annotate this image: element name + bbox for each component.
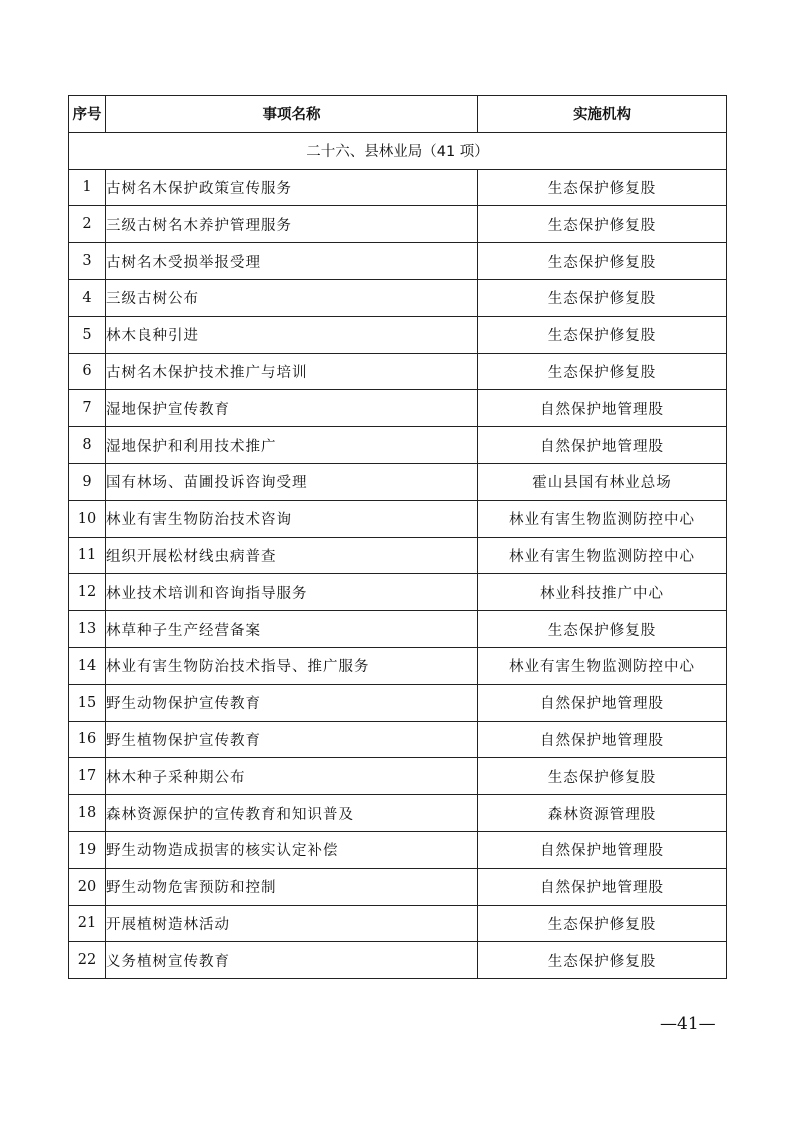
row-serial-number: 5: [69, 316, 106, 353]
row-item-name: 组织开展松材线虫病普查: [106, 537, 478, 574]
row-implementing-agency: 森林资源管理股: [478, 795, 727, 832]
row-implementing-agency: 生态保护修复股: [478, 243, 727, 280]
row-serial-number: 13: [69, 611, 106, 648]
row-implementing-agency: 自然保护地管理股: [478, 721, 727, 758]
row-serial-number: 22: [69, 942, 106, 979]
table-row: [69, 353, 727, 390]
row-implementing-agency: 林业科技推广中心: [478, 574, 727, 611]
row-serial-number: 1: [69, 169, 106, 206]
row-implementing-agency: 林业有害生物监测防控中心: [478, 537, 727, 574]
row-item-name: 古树名木保护政策宣传服务: [106, 169, 478, 206]
row-item-name: 林木种子采种期公布: [106, 758, 478, 795]
row-implementing-agency: 生态保护修复股: [478, 316, 727, 353]
table-row: [69, 463, 727, 500]
table-row: [69, 758, 727, 795]
row-serial-number: 8: [69, 427, 106, 464]
row-implementing-agency: 生态保护修复股: [478, 206, 727, 243]
row-implementing-agency: 自然保护地管理股: [478, 868, 727, 905]
row-item-name: 野生动物保护宣传教育: [106, 684, 478, 721]
row-serial-number: 15: [69, 684, 106, 721]
row-item-name: 开展植树造林活动: [106, 905, 478, 942]
row-item-name: 古树名木保护技术推广与培训: [106, 353, 478, 390]
header-implementing-agency: 实施机构: [478, 96, 727, 133]
row-item-name: 林业有害生物防治技术指导、推广服务: [106, 647, 478, 684]
row-implementing-agency: 自然保护地管理股: [478, 427, 727, 464]
row-serial-number: 18: [69, 795, 106, 832]
table-row: [69, 611, 727, 648]
row-implementing-agency: 林业有害生物监测防控中心: [478, 647, 727, 684]
items-table: [68, 95, 727, 979]
row-serial-number: 10: [69, 500, 106, 537]
header-item-name: 事项名称: [106, 96, 478, 133]
table-row: [69, 279, 727, 316]
table-row: [69, 721, 727, 758]
row-item-name: 野生植物保护宣传教育: [106, 721, 478, 758]
table-row: [69, 206, 727, 243]
row-item-name: 野生动物造成损害的核实认定补偿: [106, 831, 478, 868]
row-serial-number: 17: [69, 758, 106, 795]
section-title: 二十六、县林业局（41 项）: [69, 132, 727, 169]
row-implementing-agency: 霍山县国有林业总场: [478, 463, 727, 500]
table-row: [69, 243, 727, 280]
table-row: [69, 942, 727, 979]
row-serial-number: 9: [69, 463, 106, 500]
row-item-name: 三级古树公布: [106, 279, 478, 316]
row-implementing-agency: 生态保护修复股: [478, 353, 727, 390]
table-row: [69, 316, 727, 353]
row-serial-number: 6: [69, 353, 106, 390]
row-item-name: 森林资源保护的宣传教育和知识普及: [106, 795, 478, 832]
row-serial-number: 2: [69, 206, 106, 243]
table-row: [69, 868, 727, 905]
row-item-name: 三级古树名木养护管理服务: [106, 206, 478, 243]
row-serial-number: 21: [69, 905, 106, 942]
row-item-name: 义务植树宣传教育: [106, 942, 478, 979]
table-row: [69, 831, 727, 868]
row-item-name: 林木良种引进: [106, 316, 478, 353]
table-row: [69, 574, 727, 611]
table-row: [69, 390, 727, 427]
row-serial-number: 7: [69, 390, 106, 427]
table-row: [69, 795, 727, 832]
row-serial-number: 11: [69, 537, 106, 574]
row-item-name: 林业有害生物防治技术咨询: [106, 500, 478, 537]
row-serial-number: 14: [69, 647, 106, 684]
page-number: —41—: [660, 1014, 716, 1034]
row-item-name: 古树名木受损举报受理: [106, 243, 478, 280]
table-row: [69, 427, 727, 464]
row-implementing-agency: 自然保护地管理股: [478, 390, 727, 427]
table-row: [69, 537, 727, 574]
row-implementing-agency: 生态保护修复股: [478, 279, 727, 316]
row-implementing-agency: 生态保护修复股: [478, 611, 727, 648]
row-serial-number: 4: [69, 279, 106, 316]
row-serial-number: 19: [69, 831, 106, 868]
table-header-row: [69, 96, 727, 133]
row-item-name: 野生动物危害预防和控制: [106, 868, 478, 905]
row-implementing-agency: 林业有害生物监测防控中心: [478, 500, 727, 537]
row-implementing-agency: 生态保护修复股: [478, 169, 727, 206]
table-row: [69, 500, 727, 537]
row-item-name: 林业技术培训和咨询指导服务: [106, 574, 478, 611]
row-item-name: 国有林场、苗圃投诉咨询受理: [106, 463, 478, 500]
row-item-name: 湿地保护宣传教育: [106, 390, 478, 427]
row-item-name: 湿地保护和利用技术推广: [106, 427, 478, 464]
row-implementing-agency: 自然保护地管理股: [478, 684, 727, 721]
row-serial-number: 20: [69, 868, 106, 905]
row-implementing-agency: 生态保护修复股: [478, 758, 727, 795]
section-row: [69, 132, 727, 169]
row-implementing-agency: 生态保护修复股: [478, 942, 727, 979]
row-serial-number: 16: [69, 721, 106, 758]
table-row: [69, 905, 727, 942]
table-row: [69, 169, 727, 206]
row-implementing-agency: 自然保护地管理股: [478, 831, 727, 868]
row-implementing-agency: 生态保护修复股: [478, 905, 727, 942]
row-serial-number: 3: [69, 243, 106, 280]
row-item-name: 林草种子生产经营备案: [106, 611, 478, 648]
row-serial-number: 12: [69, 574, 106, 611]
table-row: [69, 647, 727, 684]
header-serial-number: 序号: [69, 96, 106, 133]
table-row: [69, 684, 727, 721]
